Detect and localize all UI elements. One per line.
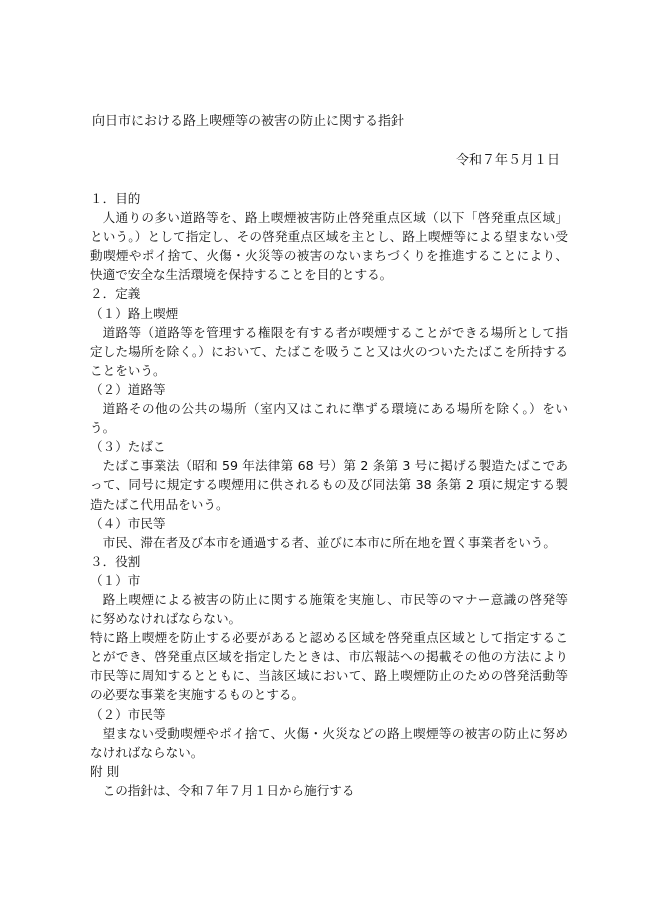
section-2-heading: ２．定義 (90, 286, 141, 302)
section-3-1-heading: （１）市 (90, 572, 141, 588)
section-3-2-heading: （２）市民等 (90, 706, 166, 722)
section-2-1-body: 道路等（道路等を管理する権限を有する者が喫煙することができる場所として指定した場所を除く。）において、たばこを吸うこと又は火のついたたばこを所持することをいう。 (90, 324, 568, 378)
section-2-3-body: たばこ事業法（昭和 59 年法律第 68 号）第 2 条第 3 号に掲げる製造たばこであって、同号に規定する喫煙用に供されるもの及び同法第 38 条第 2 項に規定する製造たばこ代用品をいう。 (90, 458, 568, 512)
section-3-heading: ３．役割 (90, 553, 141, 569)
document-date: 令和７年５月１日 (455, 153, 560, 168)
section-1-heading: １．目的 (90, 191, 141, 206)
document-body (90, 189, 568, 800)
supplementary-heading: 附 則 (90, 763, 120, 779)
section-3-1-body: 路上喫煙による被害の防止に関する施策を実施し、市民等のマナー意識の啓発等に努めなければならない。 (90, 591, 568, 627)
section-2-2-body: 道路その他の公共の場所（室内又はこれに準ずる環境にある場所を除く。）をいう。 (90, 401, 568, 436)
section-2-3-heading: （３）たばこ (90, 439, 166, 455)
section-3-2-body: 望まない受動喫煙やポイ捨て、火傷・火災などの路上喫煙等の被害の防止に努めなければならない。 (90, 725, 568, 760)
section-2-1-heading: （１）路上喫煙 (90, 305, 179, 321)
section-2-2-heading: （２）道路等 (90, 381, 166, 397)
section-3-1-body-2: 特に路上喫煙を防止する必要があると認める区域を啓発重点区域として指定することができ、啓発重点区域を指定したときは、市広報誌への掲載その他の方法により市民等に周知するとともに、当該区域において、路上喫煙防止のための啓発活動等の必要な事業を実施するものとする。 (90, 630, 568, 703)
section-2-4-body: 市民、滞在者及び本市を通過する者、並びに本市に所在地を置く事業者をいう。 (102, 534, 556, 550)
supplementary-body: この指針は、令和７年７月１日から施行する (102, 782, 355, 798)
section-1-body: 人通りの多い道路等を、路上喫煙被害防止啓発重点区域（以下「啓発重点区域」という。）として指定し、その啓発重点区域を主とし、路上喫煙等による望まない受動喫煙やポイ捨て、火傷・火災等の被害のないまちづくりを推進することにより、快適で安全な生活環境を保持することを目的とする。 (90, 210, 568, 283)
document-title: 向日市における路上喫煙等の被害の防止に関する指針 (92, 114, 405, 129)
section-2-4-heading: （４）市民等 (90, 515, 166, 531)
